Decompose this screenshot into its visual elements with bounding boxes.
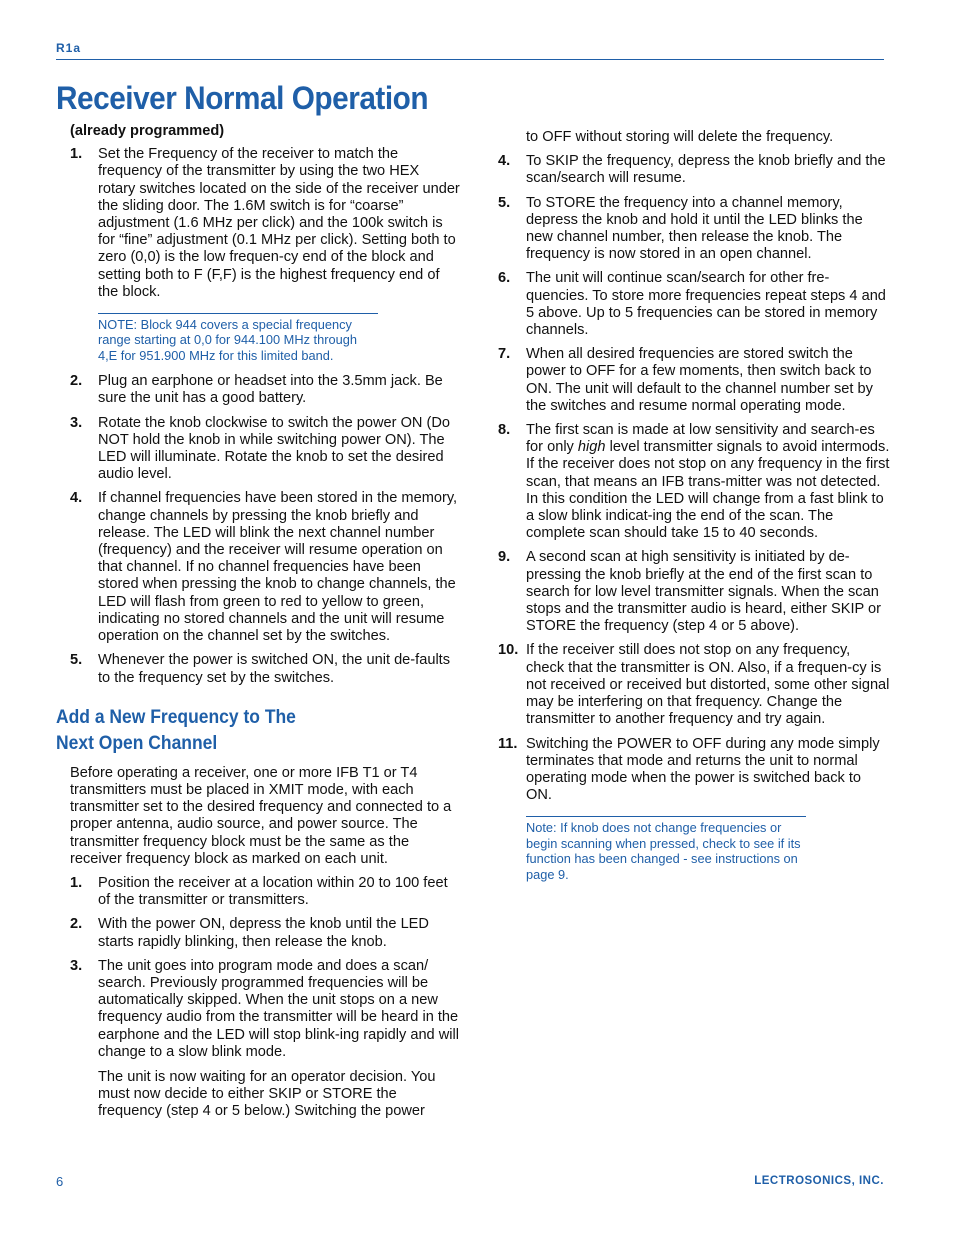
- step-text: To SKIP the frequency, depress the knob briefly and the scan/search will resume.: [526, 153, 886, 187]
- right-column: [498, 129, 890, 892]
- step-text: Set the Frequency of the receiver to match the frequency of the transmitter by using the two HEX rotary switches located on the side of the receiver under the sliding door. The 1.6M switch is for “coarse” adjustment (1.6 MHz per click) and the 100k switch is for “fine” adjustment (0.1 MHz per click). Setting both to zero (0,0) is the low frequen-cy end of the block and setting both to F (F,F) is the highest frequency end of the block.: [98, 146, 460, 300]
- step-item: [498, 195, 890, 264]
- knob-function-note: Note: If knob does not change frequencies or begin scanning when pressed, check to see if its function has been changed - see instructions on page 9.: [526, 816, 806, 882]
- step-item: [498, 270, 890, 339]
- step-number: 8.: [498, 422, 511, 439]
- step-item: [498, 422, 890, 542]
- step-paragraph: The unit is now waiting for an operator decision. You must now decide to either SKIP or STORE the frequency (step 4 or 5 below.) Switching the power: [98, 1068, 436, 1120]
- operation-steps-continued: [70, 373, 460, 686]
- step-item: [70, 146, 460, 301]
- company-name: LECTROSONICS, INC.: [754, 1175, 884, 1187]
- left-column: [56, 123, 460, 1128]
- subtitle: (already programmed): [70, 123, 225, 139]
- step-number: 3.: [70, 414, 83, 431]
- section-intro: Before operating a receiver, one or more IFB T1 or T4 transmitters must be placed in XMIT mode, with each transmitter set to the desired frequency and connected to a proper antenna, audio source, and power source. The transmitter frequency block must be the same as the receiver frequency block as marked on each unit.: [70, 764, 452, 867]
- page-title: Receiver Normal Operation: [56, 80, 429, 116]
- header-model-label: R1a: [56, 41, 82, 55]
- step-item: [498, 736, 890, 805]
- step-text-after: level transmitter signals to avoid intermods. If the receiver does not stop on any frequency in the first scan, that means an IFB trans-mitter was not detected. In this condition the LED will change from a fast blink to a slow blink indicat-ing the end of the scan. The complete scan should take 15 to 40 seconds.: [526, 439, 890, 542]
- step-item: [70, 958, 460, 1121]
- step-item: [498, 549, 890, 635]
- step-text: A second scan at high sensitivity is initiated by de-pressing the knob briefly at the end of the first scan to search for low level transmitter signals. When the scan stops and the transmitter audio is heard, either SKIP or STORE the frequency (step 4 or 5 above).: [526, 549, 882, 635]
- step-number: 6.: [498, 270, 511, 287]
- step-number: 4.: [70, 490, 83, 507]
- step-number: 1.: [70, 146, 83, 163]
- step-number: 2.: [70, 373, 83, 390]
- step-number: 9.: [498, 549, 511, 566]
- step-number: 11.: [498, 735, 518, 752]
- continued-text: to OFF without storing will delete the frequency.: [526, 129, 834, 145]
- step-number: 5.: [498, 194, 511, 211]
- step-item: [70, 490, 460, 645]
- step-text: With the power ON, depress the knob until the LED starts rapidly blinking, then release the knob.: [98, 916, 429, 950]
- step-text: Plug an earphone or headset into the 3.5mm jack. Be sure the unit has a good battery.: [98, 373, 443, 407]
- step-text: If the receiver still does not stop on any frequency, check that the transmitter is ON. Also, if a frequen-cy is not received or received but distorted, some other signal may be interfering on that frequency. Change the transmitter to another frequency and try again.: [526, 642, 890, 728]
- page-number: 6: [56, 1174, 64, 1189]
- step-text: Position the receiver at a location within 20 to 100 feet of the transmitter or transmitters.: [98, 874, 448, 909]
- step-text-emphasis: high: [577, 439, 606, 456]
- step-item: [498, 346, 890, 415]
- step-number: 2.: [70, 916, 83, 933]
- step-text: When all desired frequencies are stored switch the power to OFF for a few moments, then switch back to ON. The unit will default to the channel number set by the switches and resume normal operating mode.: [526, 346, 873, 414]
- header-divider: [56, 59, 884, 60]
- step-item: [70, 415, 460, 484]
- step-text: The unit will continue scan/search for other fre-quencies. To store more frequencies repeat steps 4 and 5 above. Up to 5 frequencies can be stored in memory channels.: [526, 270, 886, 339]
- step-text: The unit goes into program mode and does a scan/ search. Previously programmed frequencies will be automatically skipped. When the unit stops on a new frequency audio from the transmitter will be heard in the earphone and the LED will stop blink-ing rapidly and will change to a slow blink mode.: [98, 957, 459, 1060]
- step-number: 10.: [498, 642, 519, 659]
- operation-steps: [70, 146, 460, 301]
- step-number: 1.: [70, 874, 83, 891]
- step-text: If channel frequencies have been stored in the memory, change channels by pressing the knob briefly and release. The LED will blink the next channel number (frequency) and the receiver will resume operation on that channel. If no channel frequencies have been stored when pressing the knob to change channels, the LED will flash from green to red to yellow to green, indicating no stored channels and the unit will resume operation on the channel set by the switches.: [98, 490, 458, 645]
- step-item: [498, 642, 890, 728]
- step-item: [498, 153, 890, 187]
- step-text-before: The first scan is made at low sensitivity and search-es for only: [526, 422, 875, 456]
- section-heading: Add a New Frequency to The Next Open Channel: [56, 706, 296, 754]
- step-number: 5.: [70, 652, 83, 669]
- step-item: [70, 652, 460, 686]
- step-item: [70, 373, 460, 407]
- new-frequency-steps: [70, 875, 460, 1121]
- step-number: 7.: [498, 346, 511, 363]
- block-note: NOTE: Block 944 covers a special frequency range starting at 0,0 for 944.100 MHz through 4,E for 951.900 MHz for this limited band.: [98, 313, 378, 363]
- step-text: Whenever the power is switched ON, the unit de-faults to the frequency set by the switches.: [98, 652, 451, 686]
- step-item: [70, 875, 460, 909]
- step-item: [70, 916, 460, 950]
- step-number: 4.: [498, 153, 511, 170]
- step-text: To STORE the frequency into a channel memory, depress the knob and hold it until the LED blinks the new channel number, then release the knob. The frequency is now stored in an open channel.: [526, 194, 863, 263]
- step-text: Switching the POWER to OFF during any mode simply terminates that mode and returns the unit to normal operating mode when the power is switched back to ON.: [526, 735, 880, 804]
- step-number: 3.: [70, 957, 83, 974]
- store-steps: [498, 153, 890, 804]
- step-text: Rotate the knob clockwise to switch the power ON (Do NOT hold the knob in while switching power ON). The LED will illuminate. Rotate the knob to set the desired audio level.: [98, 414, 451, 483]
